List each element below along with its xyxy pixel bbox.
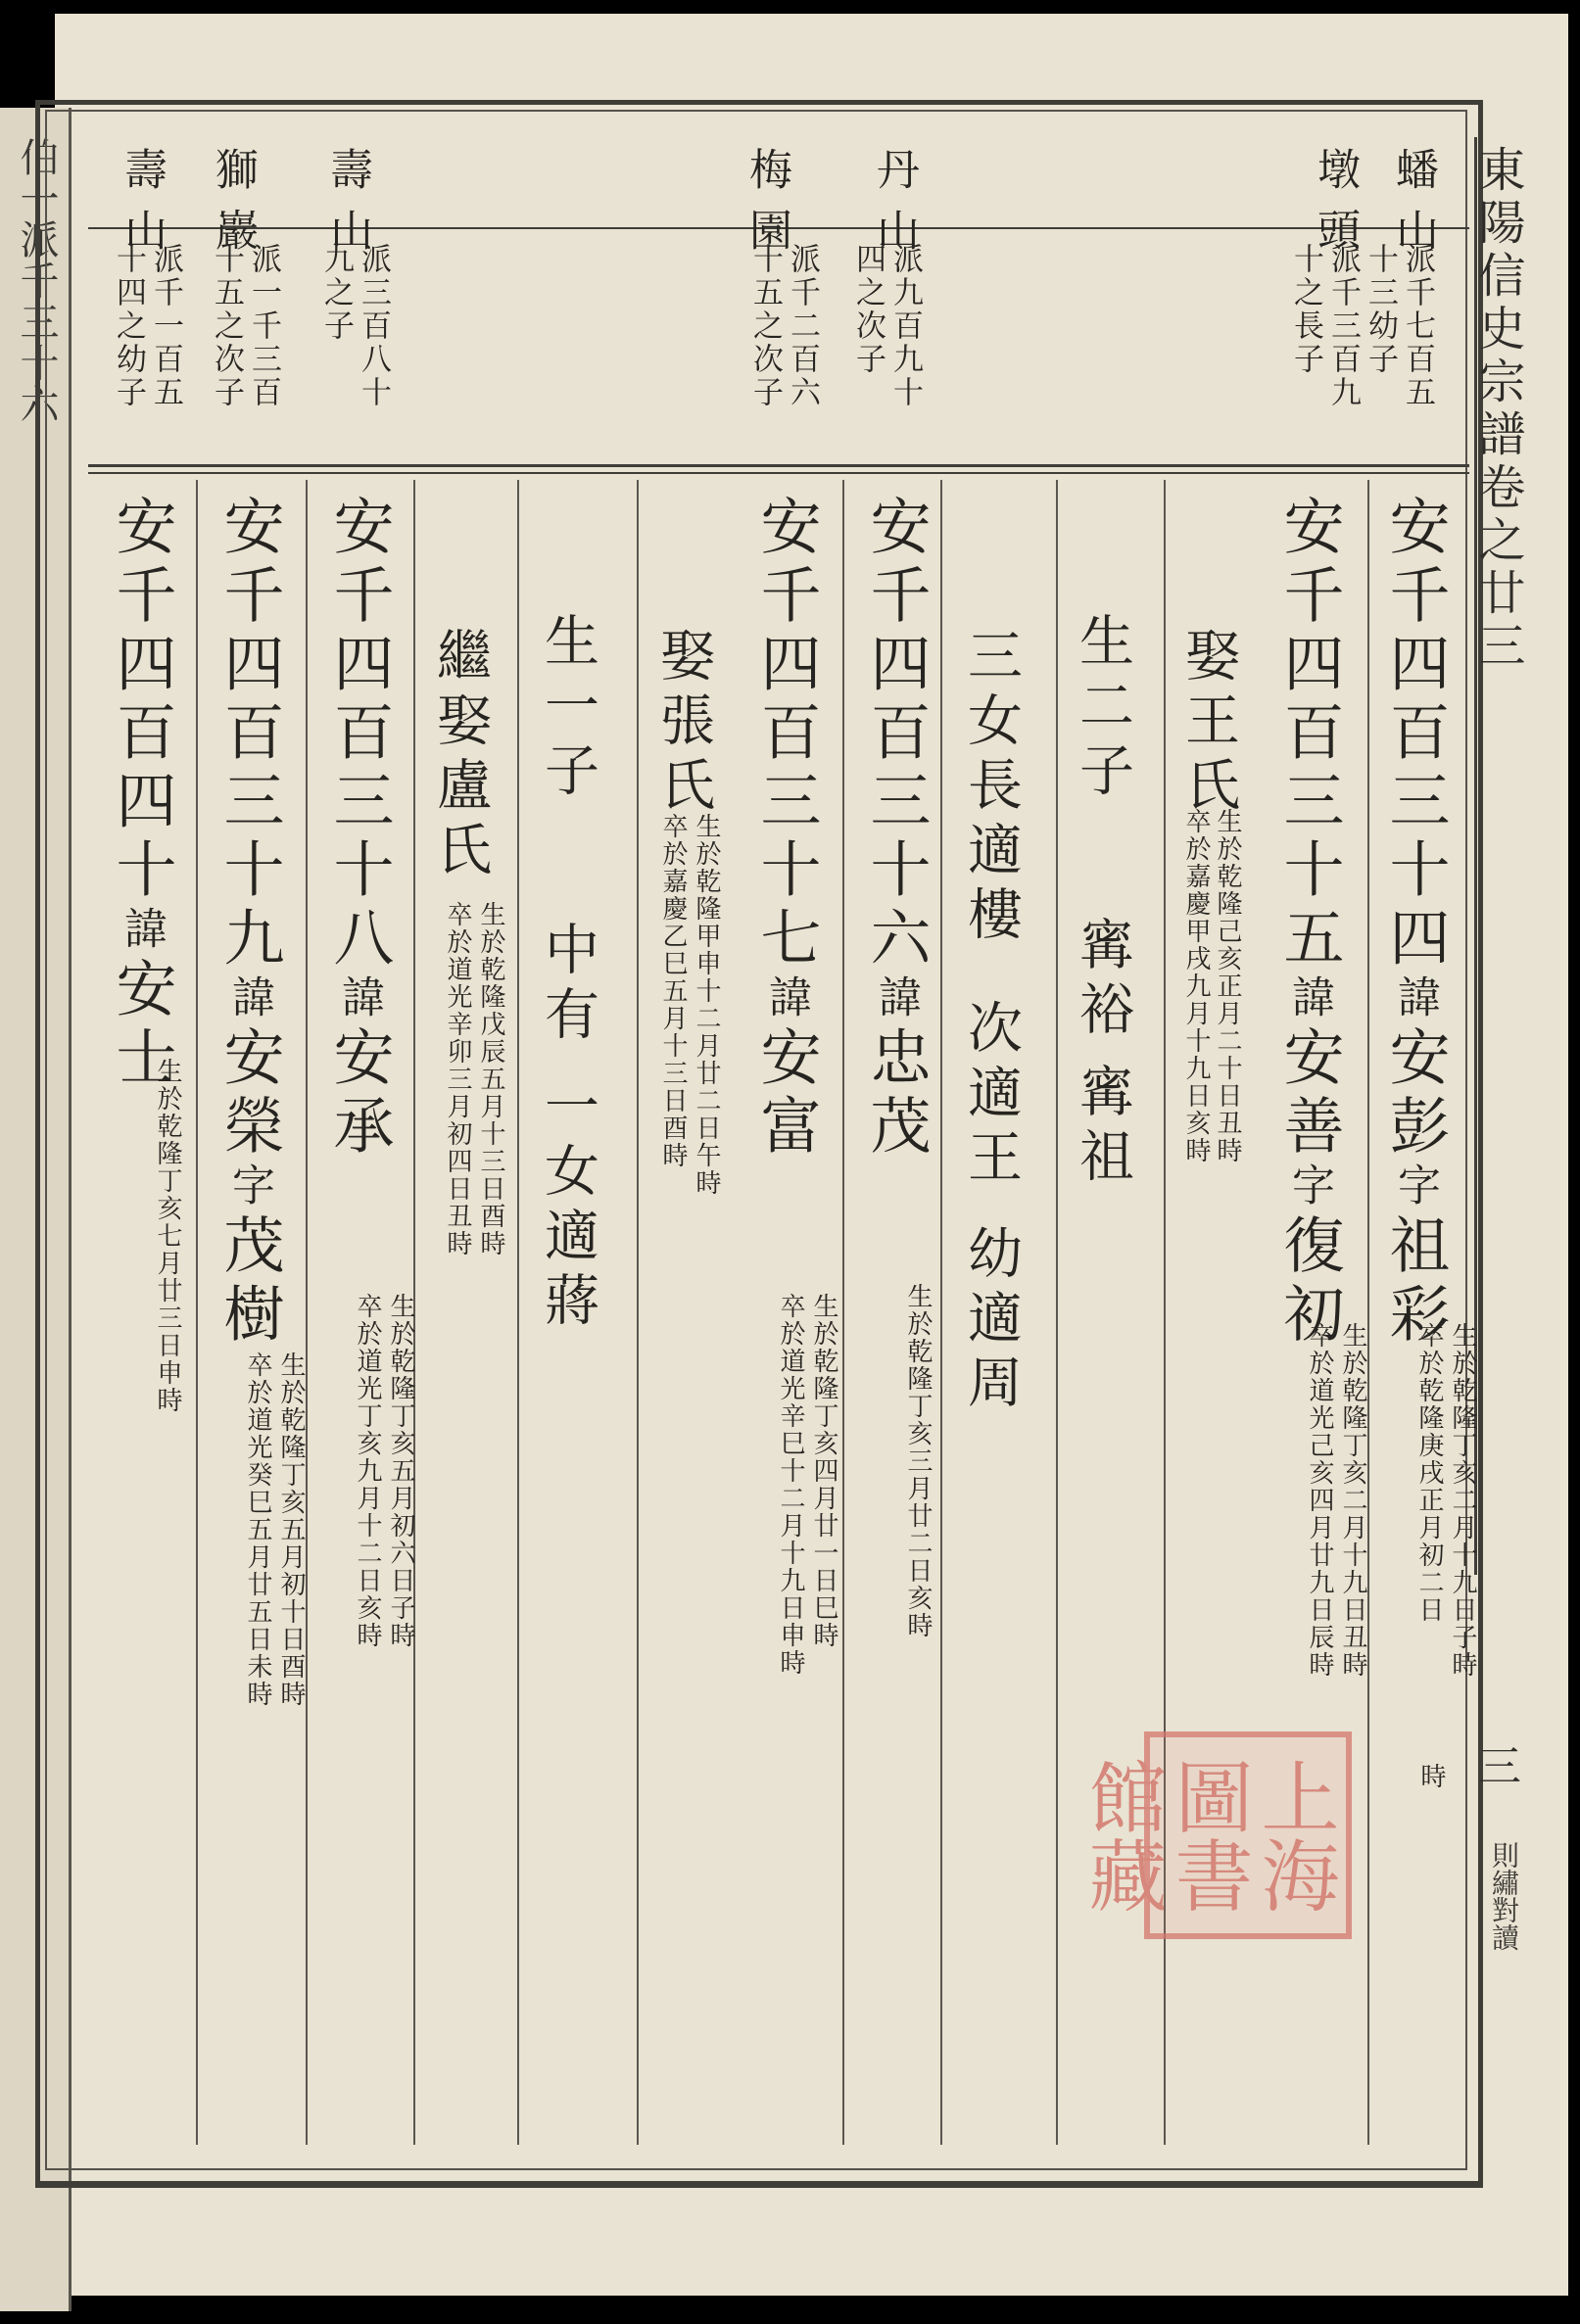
- column-rule: [940, 480, 942, 2145]
- father-line: 十五之次子: [209, 243, 244, 409]
- daughter-marriage: 幼適周: [959, 1224, 1023, 1418]
- column-rule: [196, 480, 198, 2145]
- wife-death-note: 卒於道光辛卯三月初四日丑時: [443, 901, 472, 1257]
- father-line: 十之長子: [1288, 243, 1323, 376]
- birth-note: 生於乾隆丁亥二月十九日丑時: [1338, 1322, 1367, 1679]
- column-rule: [1367, 480, 1369, 2145]
- place-name: 壽山: [117, 147, 167, 268]
- father-line: 派一千三百: [246, 243, 281, 409]
- taboo-name-label: 諱: [117, 906, 167, 957]
- father-line: 九之子: [318, 243, 354, 343]
- son-name: 寗祖: [1071, 1063, 1134, 1192]
- courtesy-name: 復初: [1273, 1213, 1345, 1351]
- column-rule: [306, 480, 308, 2145]
- sons-count: 生二子: [1071, 612, 1134, 806]
- son-name: 寗裕: [1071, 916, 1134, 1045]
- daughter-marriage: 一女適蔣: [536, 1077, 599, 1336]
- sons-count: 生一子: [536, 612, 599, 806]
- father-line: 派千二百六: [785, 243, 820, 409]
- person-entry: [214, 495, 284, 1351]
- courtesy-name: 祖彩: [1379, 1213, 1451, 1351]
- page-number: 三: [1470, 1743, 1520, 1786]
- father-line: 派三百八十: [356, 243, 391, 409]
- death-note: 卒於道光己亥四月廿九日辰時: [1305, 1322, 1334, 1679]
- wife-name: 娶王氏: [1176, 627, 1240, 821]
- father-line: 十四之幼子: [111, 243, 146, 409]
- place-name: 梅園: [742, 147, 791, 268]
- person-name: 安富: [750, 1025, 822, 1162]
- father-line: 四之次子: [850, 243, 886, 376]
- son-name: 中有: [536, 921, 599, 1050]
- column-rule: [517, 480, 519, 2145]
- birth-note: 生於乾隆丁亥四月廿一日巳時: [809, 1293, 838, 1649]
- taboo-name-label: 諱: [224, 974, 274, 1025]
- margin-slogan: 則繡對讀: [1488, 1841, 1520, 1951]
- previous-page-text: 伯一派千三十六: [14, 137, 59, 425]
- wife-birth-note: 生於乾隆戊辰五月十三日酉時: [476, 901, 505, 1257]
- generation-number: 安千四百三十七: [750, 495, 822, 974]
- taboo-name-label: 諱: [1284, 974, 1334, 1025]
- generation-number: 安千四百三十八: [323, 495, 395, 974]
- father-line: 派千三百九: [1325, 243, 1361, 409]
- birth-note: 生於乾隆丁亥二月十九日子時: [1448, 1322, 1477, 1679]
- death-note: 卒於道光丁亥九月十二日亥時: [353, 1293, 382, 1649]
- divider-top-section-thin: [88, 472, 1469, 474]
- courtesy-name-label: 字: [1390, 1162, 1440, 1213]
- father-line: 派千一百五: [148, 243, 183, 409]
- taboo-name-label: 諱: [334, 974, 384, 1025]
- person-name: 安榮: [214, 1025, 285, 1162]
- person-entry: [1273, 495, 1344, 1351]
- father-line: 派千七百五: [1400, 243, 1435, 409]
- person-name: 安彭: [1379, 1025, 1451, 1162]
- birth-note: 生於乾隆丁亥七月廿三日申時: [153, 1058, 182, 1414]
- wife-name: 繼娶盧氏: [428, 627, 492, 885]
- birth-note: 生於乾隆丁亥三月廿二日亥時: [903, 1283, 933, 1639]
- generation-number: 安千四百四十: [106, 495, 177, 906]
- generation-number: 安千四百三十六: [860, 495, 932, 974]
- generation-number: 安千四百三十九: [214, 495, 285, 974]
- wife-death-note: 卒於嘉慶甲戌九月十九日亥時: [1181, 808, 1211, 1164]
- courtesy-name-label: 字: [224, 1162, 274, 1213]
- place-name: 蟠山: [1388, 147, 1438, 268]
- taboo-name-label: 諱: [871, 974, 921, 1025]
- wife-birth-note: 生於乾隆己亥正月二十日丑時: [1213, 808, 1242, 1164]
- place-name: 壽山: [322, 147, 372, 268]
- taboo-name-label: 諱: [761, 974, 811, 1025]
- person-name: 忠茂: [860, 1025, 932, 1162]
- volume-title: 東陽信史宗譜卷之廿三: [1474, 137, 1532, 1575]
- person-name: 安承: [323, 1025, 395, 1162]
- person-entry: [750, 495, 821, 1162]
- birth-note: 生於乾隆丁亥五月初十日酉時: [276, 1352, 306, 1708]
- birth-note: 生於乾隆丁亥五月初六日子時: [386, 1293, 415, 1649]
- father-line: 十三幼子: [1363, 243, 1398, 376]
- place-name: 丹山: [869, 147, 919, 268]
- library-seal: [1076, 1731, 1352, 1939]
- person-entry: [106, 495, 176, 1094]
- person-entry: [323, 495, 394, 1162]
- generation-number: 安千四百三十四: [1379, 495, 1451, 974]
- place-name: 墩頭: [1310, 147, 1360, 268]
- wife-birth-note: 生於乾隆甲申十二月廿二日午時: [692, 813, 721, 1197]
- column-rule: [1056, 480, 1058, 2145]
- person-entry: [860, 495, 931, 1162]
- courtesy-name: 茂樹: [214, 1213, 285, 1351]
- death-note: 卒於乾隆庚戌正月初二日: [1414, 1322, 1444, 1624]
- person-name: 安善: [1273, 1025, 1345, 1162]
- daughters-line: 三女長適樓: [959, 627, 1023, 950]
- courtesy-name-label: 字: [1284, 1162, 1334, 1213]
- generation-number: 安千四百三十五: [1273, 495, 1345, 974]
- taboo-name-label: 諱: [1390, 974, 1440, 1025]
- divider-top-section: [88, 464, 1469, 467]
- seal-text: 上海圖書館藏: [1076, 1757, 1339, 1914]
- death-note-end: 時: [1416, 1763, 1446, 1790]
- death-note: 卒於道光癸巳五月廿五日未時: [243, 1352, 272, 1708]
- column-rule: [637, 480, 639, 2145]
- father-line: 十五之次子: [747, 243, 783, 409]
- wife-death-note: 卒於嘉慶乙巳五月十三日酉時: [658, 813, 688, 1169]
- place-name: 獅巖: [208, 147, 258, 268]
- person-entry: [1379, 495, 1450, 1351]
- person-name: 安士: [106, 957, 177, 1094]
- wife-name: 娶張氏: [651, 627, 715, 821]
- daughter-marriage: 次適王: [959, 999, 1023, 1193]
- column-rule: [842, 480, 844, 2145]
- father-line: 派九百九十: [887, 243, 923, 409]
- death-note: 卒於道光辛巳十二月十九日申時: [776, 1293, 805, 1677]
